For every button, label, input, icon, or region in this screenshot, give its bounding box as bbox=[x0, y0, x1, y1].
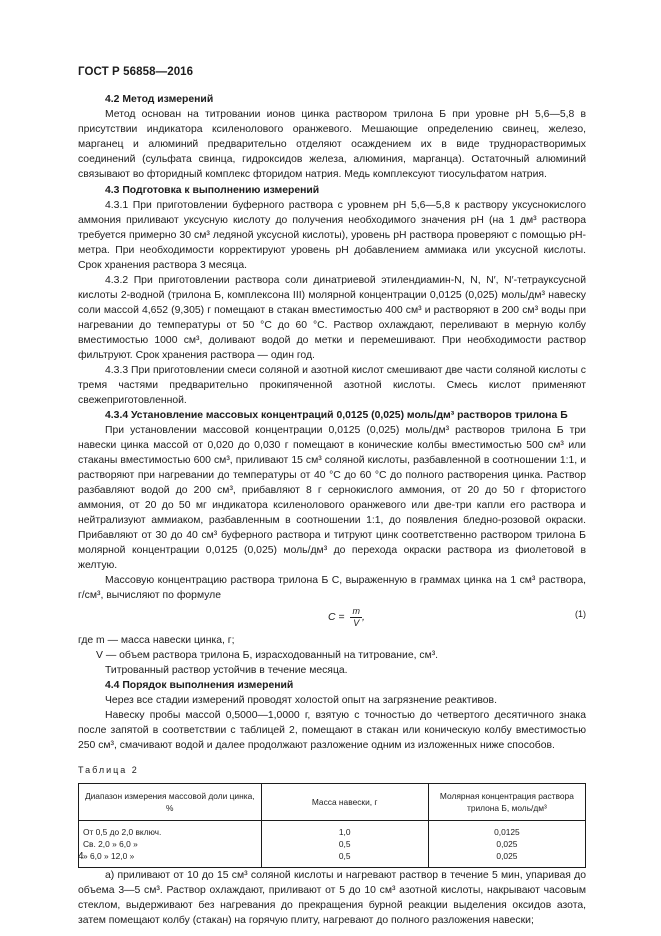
document-header: ГОСТ Р 56858—2016 bbox=[78, 66, 194, 78]
section-4-2-title: 4.2 Метод измерений bbox=[105, 94, 214, 105]
section-4-4-text-1: Через все стадии измерений проводят холостой опыт на загрязнение реактивов. bbox=[105, 695, 497, 706]
table-cell-mass: 0,5 bbox=[261, 838, 428, 850]
table-cell-mass: 1,0 bbox=[261, 821, 428, 839]
section-4-3-3-text: 4.3.3 При приготовлении смеси соляной и азотной кислот смешивают две части соляной кислоты с тремя частями предварительно прокипяченной азотной кислоты. Смесь кислот применяют свежеприготовленной. bbox=[78, 365, 586, 406]
formula-where-m: где m — масса навески цинка, г; bbox=[78, 635, 235, 646]
page-number: 4 bbox=[78, 851, 84, 862]
table-cell-concentration: 0,0125 bbox=[428, 821, 585, 839]
table-row bbox=[79, 821, 586, 839]
table-header-mass: Масса навески, г bbox=[261, 784, 428, 821]
method-a-text: а) приливают от 10 до 15 см³ соляной кислоты и нагревают раствор в течение 5 мин, упаривая до объема 3—5 см³. Раствор охлаждают, приливают от 5 до 10 см³ азотной кислоты, накрывают часовым стеклом, выдерживают без нагревания до прекращения бурной реакции выделения оксидов азота, затем помещают колбу (стакан) на горячую плиту, нагревают до полного разложения навески; bbox=[78, 870, 586, 926]
table-caption: Таблица 2 bbox=[78, 765, 139, 775]
section-4-3-4-text: При установлении массовой концентрации 0,0125 (0,025) моль/дм³ растворов трилона Б три навески цинка массой от 0,020 до 0,030 г помещают в конические колбы вместимостью 500 см³ или стаканы вместимостью 600 см³, приливают 15 см³ соляной кислоты, разбавленной в соотношении 1:1, и растворяют при нагревании до температуры от 40 °С до 60 °С до полного растворения цинка. Раствор разбавляют водой до 200 см³, прибавляют 8 г сернокислого аммония, от 20 до 50 г фтористого аммония, от 20 до 50 мг индикатора ксиленолового оранжевого или две-три капли его раствора и нейтрализуют аммиаком, разбавленным в соотношении 1:1, до появления бледно-розовой окраски. Прибавляют от 30 до 40 см³ буферного раствора и титруют цинк соответственно раствором трилона Б молярной концентрации 0,0125 (0,025) моль/дм³ до перехода окраски раствора из фиолетовой в желтую. bbox=[78, 425, 586, 571]
formula-number: (1) bbox=[575, 609, 586, 619]
section-4-3-1-text: 4.3.1 При приготовлении буферного раствора c уровнем pH 5,6—5,8 к раствору уксуснокислого аммония приливают уксусную кислоту до получения необходимого значения pH (на 1 дм³ раствора требуется примерно 30 см³ ледяной уксусной кислоты), уровень pH раствора проверяют с помощью pH-метра. При необходимости корректируют уровень pH добавлением аммиака или уксусной кислоты. Срок хранения раствора 3 месяца. bbox=[78, 200, 586, 271]
formula-tail: , bbox=[361, 612, 365, 623]
formula-intro-text: Массовую концентрацию раствора трилона Б C, выраженную в граммах цинка на 1 см³ раствора, г/см³, вычисляют по формуле bbox=[78, 575, 586, 601]
section-4-4-title: 4.4 Порядок выполнения измерений bbox=[105, 680, 294, 691]
section-4-3-4-title: 4.3.4 Установление массовых концентраций 0,0125 (0,025) моль/дм³ растворов трилона Б bbox=[105, 410, 568, 421]
table-cell-range: » 6,0 » 12,0 » bbox=[79, 850, 262, 868]
section-4-3-title: 4.3 Подготовка к выполнению измерений bbox=[105, 185, 320, 196]
formula-where-v: V — объем раствора трилона Б, израсходованный на титрование, см³. bbox=[96, 650, 439, 661]
formula-1 bbox=[78, 603, 586, 633]
section-4-2-text: Метод основан на титровании ионов цинка раствором трилона Б при уровне pH 5,6—5,8 в присутствии индикатора ксиленолового оранжевого. Мешающие определению свинец, железо, марганец и алюминий предварительно отделяют осаждением их в виде труднорастворимых соединений (сульфата свинца, гидроксидов железа, алюминия, марганца). Остаточный алюминий связывают во фторидный комплекс фторидом натрия. Медь комплексуют тиосульфатом натрия. bbox=[78, 109, 586, 180]
table-row bbox=[79, 850, 586, 868]
stability-text: Титрованный раствор устойчив в течение месяца. bbox=[105, 665, 348, 676]
formula-lhs: C = bbox=[328, 612, 345, 623]
table-cell-concentration: 0,025 bbox=[428, 838, 585, 850]
formula-fraction bbox=[350, 606, 362, 629]
section-4-4-text-2: Навеску пробы массой 0,5000—1,0000 г, взятую с точностью до четвертого десятичного знака после запятой в соответствии с таблицей 2, помещают в стакан или коническую колбу вместимостью 250 см³, смачивают водой и далее продолжают разложение одним из изложенных ниже способов. bbox=[78, 710, 586, 751]
table-row bbox=[79, 838, 586, 850]
table-cell-concentration: 0,025 bbox=[428, 850, 585, 868]
section-4-3-2-text: 4.3.2 При приготовлении раствора соли динатриевой этилендиамин-N, N, N′, N′-тетрауксусной кислоты 2-водной (трилона Б, комплексона III) молярной концентрации 0,0125 (0,025) моль/дм³ навеску соли массой 4,652 (9,305) г помещают в стакан вместимостью 400 см³ и растворяют в 200 см³ воды при нагревании до температуры от 50 °С до 60 °С. Раствор охлаждают, переливают в мерную колбу вместимостью 1000 см³, доливают водой до метки и перемешивают. При необходимости раствор фильтруют. Срок хранения раствора — один год. bbox=[78, 275, 586, 361]
formula-numerator: m bbox=[352, 606, 360, 616]
table-header-row bbox=[79, 784, 586, 821]
table-cell-range: Св. 2,0 » 6,0 » bbox=[79, 838, 262, 850]
table-header-concentration: Молярная концентрация раствора трилона Б, моль/дм³ bbox=[428, 784, 585, 821]
table-cell-range: От 0,5 до 2,0 включ. bbox=[79, 821, 262, 839]
document-body bbox=[78, 92, 586, 928]
table-cell-mass: 0,5 bbox=[261, 850, 428, 868]
table-header-range: Диапазон измерения массовой доли цинка, % bbox=[79, 784, 262, 821]
formula-denominator: V bbox=[353, 618, 360, 628]
table-2 bbox=[78, 783, 586, 868]
